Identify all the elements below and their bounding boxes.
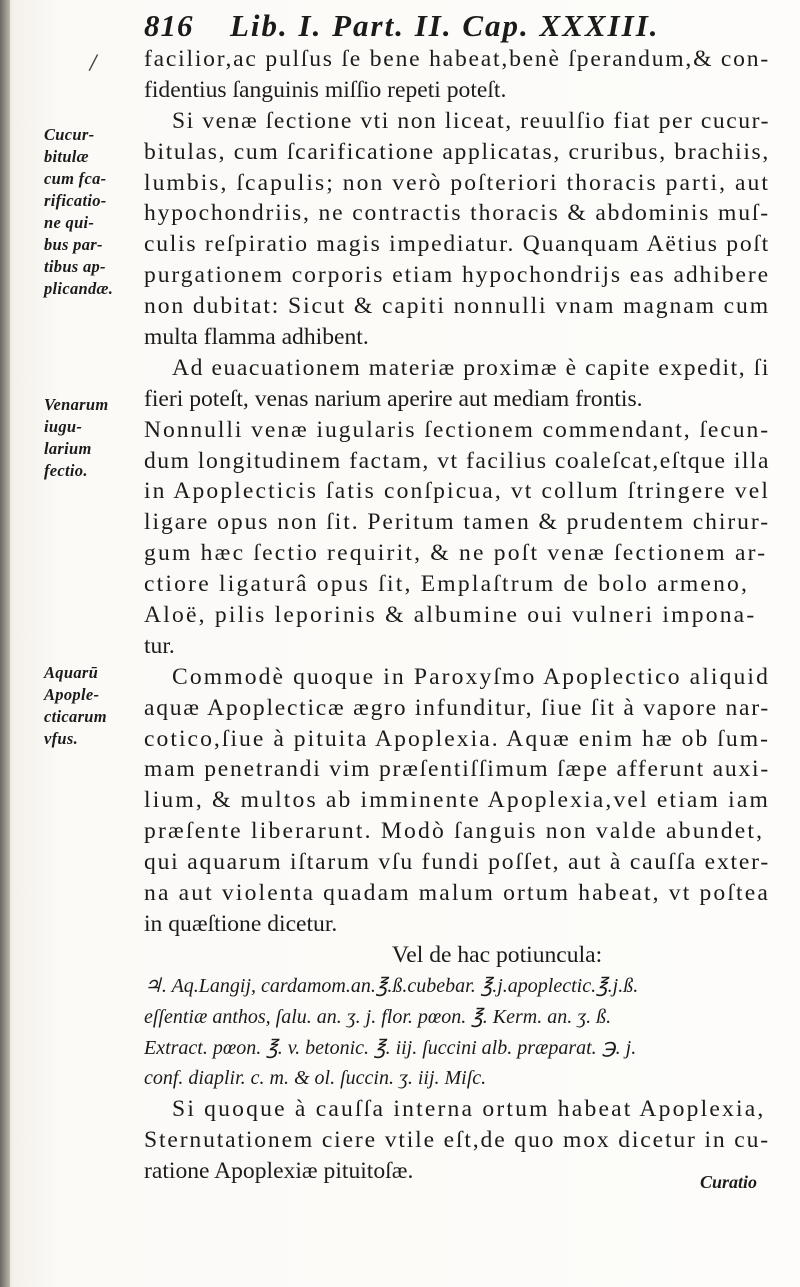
- text-line: qui aquarum iſtarum vſu fundi poſſet, aut à cauſſa exter-: [144, 849, 770, 876]
- text-line: Si quoque à cauſſa interna ortum habeat Apoplexia,: [172, 1096, 766, 1123]
- text-line: purgationem corporis etiam hypochondrijs eas adhibere: [144, 262, 770, 289]
- text-line: ligare opus non ſit. Peritum tamen & prudentem chirur-: [144, 509, 770, 536]
- margin-note-line: Cucur-: [44, 125, 95, 144]
- binding-gutter: [0, 0, 10, 1287]
- text-line: aquæ Apoplecticæ ægro infunditur, ſiue ſit à vapore nar-: [144, 694, 770, 721]
- margin-note-line: plicandæ.: [44, 279, 114, 298]
- text-line: bitulas, cum ſcarificatione applicatas, cruribus, brachiis,: [144, 138, 770, 165]
- text-line: facilior,ac pulſus ſe bene habeat,benè ſperandum,& con-: [144, 46, 770, 72]
- text-line: Commodè quoque in Paroxyſmo Apoplectico aliquid: [172, 663, 770, 690]
- margin-note-line: bus par-: [44, 235, 103, 254]
- text-line: culis reſpiratio magis impediatur. Quanquam Aëtius poſt: [144, 231, 770, 258]
- margin-note-aquarum: [44, 662, 142, 750]
- text-line: ♃. Aq.Langij, cardamom.an.℥.ß.cubebar. ℥.j.apoplectic.℥.j.ß.: [144, 974, 639, 997]
- text-line: ratione Apoplexiæ pituitoſæ.: [144, 1158, 414, 1185]
- text-line: lumbis, ſcapulis; non verò poſteriori thoracis parti, aut: [144, 169, 770, 196]
- text-line: fidentius ſanguinis miſſio repeti poteſt.: [144, 76, 507, 103]
- margin-note-line: cum fca-: [44, 169, 107, 188]
- text-line: Ad euacuationem materiæ proximæ è capite expedit, ſi: [172, 354, 770, 381]
- text-line: lium, & multos ab imminente Apoplexia,vel etiam iam: [144, 787, 770, 814]
- text-line: gum hæc ſectio requirit, & ne poſt venæ ſectionem ar-: [144, 540, 768, 567]
- text-line: Si venæ ſectione vti non liceat, reuulſio fiat per cucur-: [172, 107, 770, 134]
- text-line: tur.: [144, 632, 175, 659]
- text-line: mam penetrandi vim præſentiſſimum ſæpe afferunt auxi-: [144, 756, 770, 783]
- text-line: Extract. pœon. ℥. v. betonic. ℥. iij. ſuccini alb. præparat. ℈. j.: [144, 1036, 637, 1059]
- margin-note-line: Apople-: [44, 685, 100, 704]
- text-line: Aloë, pilis leporinis & albumine oui vulneri impona-: [144, 602, 757, 629]
- text-line: Vel de hac potiuncula:: [391, 941, 603, 968]
- margin-note-line: vfus.: [44, 729, 79, 748]
- text-line: multa flamma adhibent.: [144, 324, 369, 351]
- page-number: 816: [144, 8, 194, 43]
- margin-note-line: Aquarū: [44, 663, 99, 682]
- text-line: Sternutationem ciere vtile eſt,de quo mox dicetur in cu-: [144, 1127, 770, 1154]
- margin-note-line: cticarum: [44, 707, 107, 726]
- text-line: cotico,ſiue à pituita Apoplexia. Aquæ enim hæ ob ſum-: [144, 725, 770, 752]
- catchword: Curatio: [700, 1172, 758, 1192]
- text-line: dum longitudinem factam, vt facilius coaleſcat,eſtque illa: [144, 447, 770, 474]
- margin-note-line: rificatio-: [44, 191, 107, 210]
- text-line: Nonnulli venæ iugularis ſectionem commendant, ſecun-: [144, 416, 770, 443]
- margin-note-line: ne qui-: [44, 213, 95, 232]
- body-text: [144, 44, 770, 1187]
- margin-note-line: bitulæ: [44, 147, 89, 166]
- margin-note-venarum: [44, 394, 142, 482]
- text-line: conf. diaplir. c. m. & ol. ſuccin. ʒ. iij. Miſc.: [144, 1067, 487, 1090]
- text-line: fieri poteſt, venas narium aperire aut mediam frontis.: [144, 385, 643, 412]
- margin-note-line: larium: [44, 439, 92, 458]
- header-title: Lib. I. Part. II. Cap. XXXIII.: [230, 8, 660, 43]
- margin-note-cucurbitulae: [44, 124, 142, 300]
- text-line: hypochondriis, ne contractis thoracis & abdominis muſ-: [144, 200, 770, 227]
- margin-mark: /: [90, 50, 97, 74]
- text-line: non dubitat: Sicut & capiti nonnulli vnam magnam cum: [144, 293, 770, 320]
- text-line: in quæſtione dicetur.: [144, 910, 338, 937]
- text-line: in Apoplecticis ſatis conſpicua, vt collum ſtringere vel: [144, 478, 770, 505]
- margin-note-line: tibus ap-: [44, 257, 106, 276]
- text-line: eſſentiæ anthos, ſalu. an. ʒ. j. flor. pœon. ℥. Kerm. an. ʒ. ß.: [144, 1005, 612, 1028]
- text-line: na aut violenta quadam malum ortum habeat, vt poſtea: [144, 880, 770, 907]
- margin-note-line: iugu-: [44, 417, 83, 436]
- text-line: ctiore ligaturâ opus ſit, Emplaſtrum de bolo armeno,: [144, 571, 750, 598]
- text-line: præſente liberarunt. Modò ſanguis non valde abundet,: [144, 818, 765, 845]
- margin-note-line: Venarum: [44, 395, 109, 414]
- margin-note-line: fectio.: [44, 461, 88, 480]
